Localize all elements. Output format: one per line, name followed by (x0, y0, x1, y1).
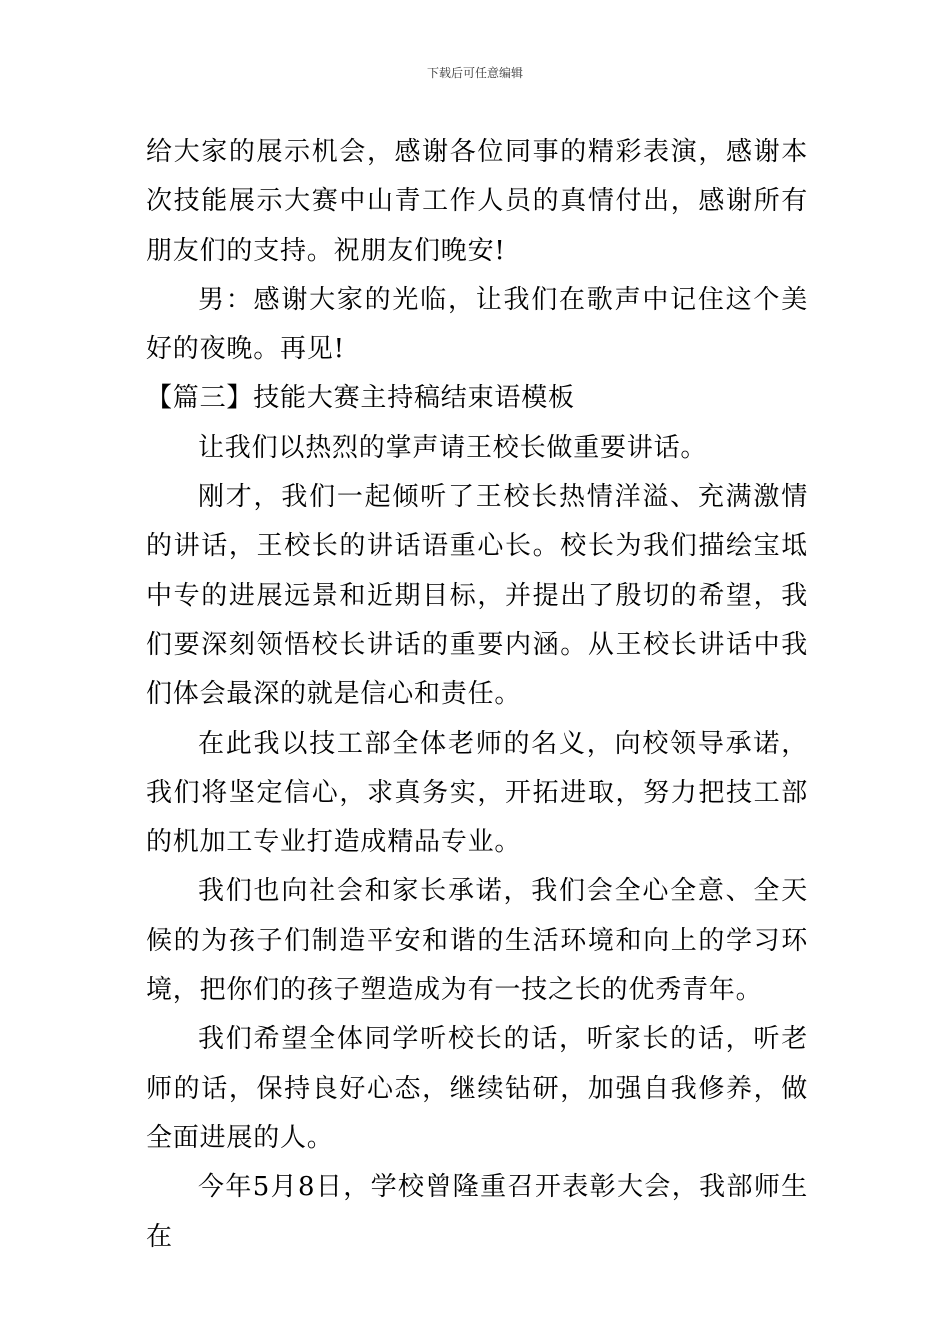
paragraph: 刚才，我们一起倾听了王校长热情洋溢、充满激情的讲话，王校长的讲话语重心长。校长为我们描绘宝坻中专的进展远景和近期目标，并提出了殷切的希望，我们要深刻领悟校长讲话的重要内涵。从王校长讲话中我们体会最深的就是信心和责任。 (146, 482, 808, 710)
paragraph-closing-remark: 男：感谢大家的光临，让我们在歌声中记住这个美好的夜晚。再见! (146, 284, 808, 365)
document-body (146, 128, 808, 1262)
paragraph-continuation: 给大家的展示机会，感谢各位同事的精彩表演，感谢本次技能展示大赛中山青工作人员的真情付出，感谢所有朋友们的支持。祝朋友们晚安! (146, 137, 808, 266)
page-header-note: 下载后可任意编辑 (426, 66, 523, 80)
paragraph: 我们希望全体同学听校长的话，听家长的话，听老师的话，保持良好心态，继续钻研，加强自我修养，做全面进展的人。 (146, 1024, 808, 1153)
section-heading: 【篇三】技能大赛主持稿结束语模板 (146, 383, 575, 414)
paragraph: 在此我以技工部全体老师的名义，向校领导承诺，我们将坚定信心，求真务实，开拓进取，努力把技工部的机加工专业打造成精品专业。 (146, 728, 808, 858)
paragraph: 让我们以热烈的掌声请王校长做重要讲话。 (198, 432, 708, 463)
paragraph: 我们也向社会和家长承诺，我们会全心全意、全天候的为孩子们制造平安和谐的生活环境和向上的学习环境，把你们的孩子塑造成为有一技之长的优秀青年。 (146, 876, 808, 1006)
paragraph: 今年5月8日，学校曾隆重召开表彰大会，我部师生在 (146, 1172, 808, 1252)
